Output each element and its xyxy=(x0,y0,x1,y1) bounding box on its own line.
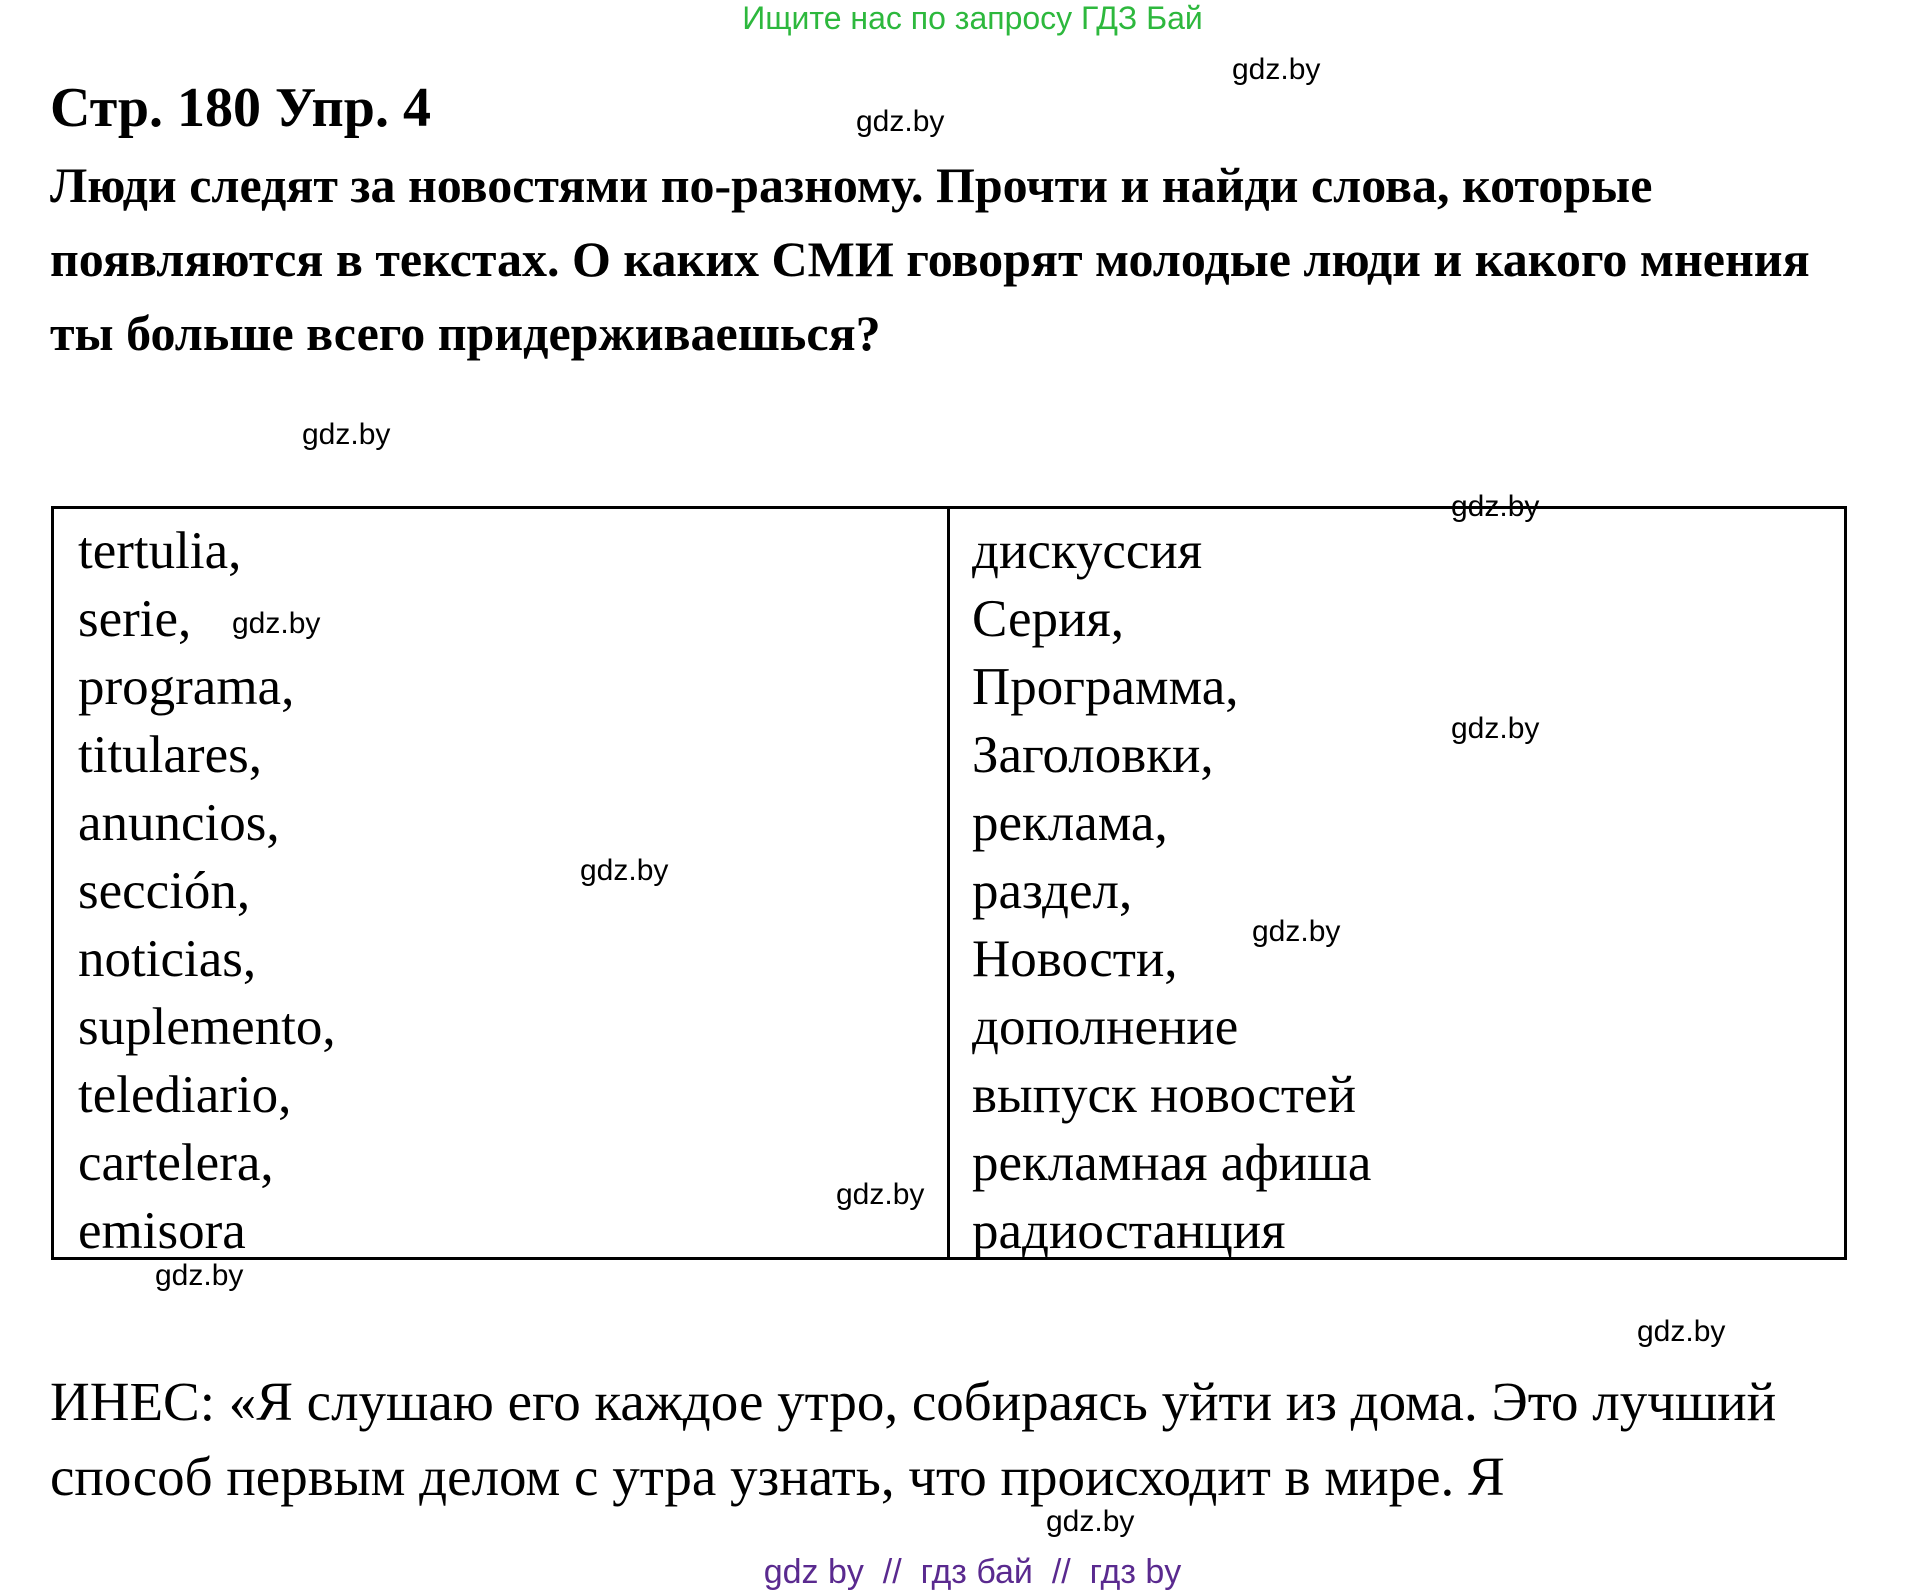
page-title: Стр. 180 Упр. 4 xyxy=(50,77,431,139)
spanish-word: emisora xyxy=(78,1202,246,1260)
russian-translation: раздел, xyxy=(972,862,1133,920)
spanish-word: noticias, xyxy=(78,930,257,988)
russian-translation: выпуск новостей xyxy=(972,1066,1356,1124)
russian-translation: реклама, xyxy=(972,794,1168,852)
russian-translation: Новости, xyxy=(972,930,1178,988)
spanish-word: suplemento, xyxy=(78,998,336,1056)
footer-links: gdz by // гдз бай // гдз by xyxy=(763,1553,1182,1591)
russian-translation: дискуссия xyxy=(972,522,1203,580)
watermark: gdz.by xyxy=(302,418,391,451)
russian-translation: дополнение xyxy=(972,998,1239,1056)
watermark: gdz.by xyxy=(1451,490,1540,523)
spanish-word: serie, xyxy=(78,590,192,648)
watermark: gdz.by xyxy=(580,854,669,887)
watermark: gdz.by xyxy=(232,607,321,640)
spanish-word: titulares, xyxy=(78,726,262,784)
task-text: Люди следят за новостями по-разному. Прочти и найди слова, которые появляются в текстах. О каких СМИ говорят молодые люди и какого мнения ты больше всего придерживаешься? xyxy=(50,157,1810,361)
watermark: gdz.by xyxy=(836,1178,925,1211)
russian-translation: Серия, xyxy=(972,590,1125,648)
russian-translation: Заголовки, xyxy=(972,726,1214,784)
top-search-note: Ищите нас по запросу ГДЗ Бай xyxy=(742,0,1203,36)
vocabulary-table xyxy=(51,506,1847,1260)
watermark: gdz.by xyxy=(1451,712,1540,745)
russian-translation: Программа, xyxy=(972,658,1239,716)
spanish-column xyxy=(54,509,950,1260)
russian-translation: радиостанция xyxy=(972,1202,1286,1260)
ines-paragraph: ИНЕС: «Я слушаю его каждое утро, собираясь уйти из дома. Это лучший способ первым делом с утра узнать, что происходит в мире. Я xyxy=(50,1371,1777,1507)
watermark: gdz.by xyxy=(1252,915,1341,948)
spanish-word: anuncios, xyxy=(78,794,280,852)
spanish-word: sección, xyxy=(78,862,251,920)
spanish-word: cartelera, xyxy=(78,1134,274,1192)
russian-translation: рекламная афиша xyxy=(972,1134,1372,1192)
spanish-word: telediario, xyxy=(78,1066,292,1124)
watermark: gdz.by xyxy=(856,105,945,138)
watermark: gdz.by xyxy=(155,1259,244,1292)
watermark: gdz.by xyxy=(1637,1315,1726,1348)
spanish-word: programa, xyxy=(78,658,295,716)
russian-column xyxy=(950,509,1844,1260)
spanish-word: tertulia, xyxy=(78,522,242,580)
watermark: gdz.by xyxy=(1232,53,1321,86)
watermark: gdz.by xyxy=(1046,1505,1135,1538)
